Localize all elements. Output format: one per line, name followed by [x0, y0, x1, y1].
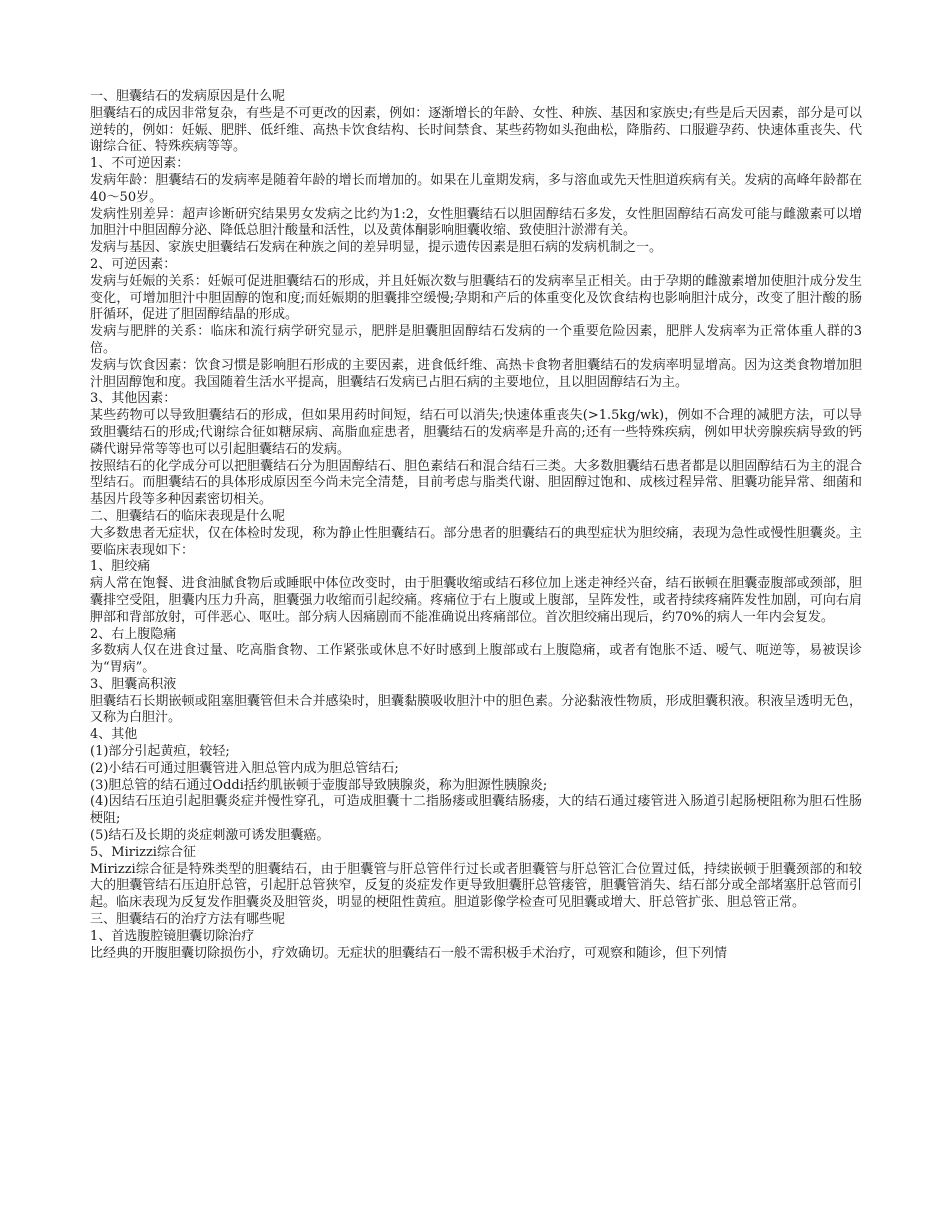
paragraph: 发病与肥胖的关系：临床和流行病学研究显示，肥胖是胆囊胆固醇结石发病的一个重要危险因素，肥胖人发病率为正常体重人群的3倍。 [90, 324, 862, 356]
paragraph: 大多数患者无症状，仅在体检时发现，称为静止性胆囊结石。部分患者的胆囊结石的典型症状为胆绞痛，表现为急性或慢性胆囊炎。主要临床表现如下： [90, 525, 862, 558]
section-heading-treatment: 三、胆囊结石的治疗方法有哪些呢 [90, 912, 286, 928]
subheading: 1、不可逆因素： [90, 156, 190, 172]
list-item: (3)胆总管的结石通过Oddi括约肌嵌顿于壶腹部导致胰腺炎，称为胆源性胰腺炎; [90, 777, 548, 793]
paragraph: 发病与妊娠的关系：妊娠可促进胆囊结石的形成，并且妊娠次数与胆囊结石的发病率呈正相关。由于孕期的雌激素增加使胆汁成分发生变化，可增加胆汁中胆固醇的饱和度;而妊娠期的胆囊排空缓慢;孕期和产后的体重变化及饮食结构也影响胆汁成分，改变了胆汁酸的肠肝循环，促进了胆固醇结晶的形成。 [90, 273, 862, 323]
document-body [90, 89, 862, 962]
paragraph: 发病与基因、家族史胆囊结石发病在种族之间的差异明显，提示遗传因素是胆石病的发病机制之一。 [90, 240, 663, 256]
list-item: (4)因结石压迫引起胆囊炎症并慢性穿孔，可造成胆囊十二指肠瘘或胆囊结肠瘘，大的结石通过瘘管进入肠道引起肠梗阻称为胆石性肠梗阻; [90, 794, 862, 827]
paragraph: 比经典的开腹胆囊切除损伤小，疗效确切。无症状的胆囊结石一般不需积极手术治疗，可观察和随诊，但下列情 [90, 945, 728, 961]
paragraph: 病人常在饱餐、进食油腻食物后或睡眠中体位改变时，由于胆囊收缩或结石移位加上迷走神经兴奋，结石嵌顿在胆囊壶腹部或颈部，胆囊排空受阻，胆囊内压力升高，胆囊强力收缩而引起绞痛。疼痛位于右上腹或上腹部，呈阵发性，或者持续疼痛阵发性加剧，可向右肩胛部和背部放射，可伴恶心、呕吐。部分病人因痛剧而不能准确说出疼痛部位。首次胆绞痛出现后，约70%的病人一年内会复发。 [90, 576, 862, 625]
paragraph: 发病性别差异：超声诊断研究结果男女发病之比约为1:2，女性胆囊结石以胆固醇结石多发，女性胆固醇结石高发可能与雌激素可以增加胆汁中胆固醇分泌、降低总胆汁酸量和活性，以及黄体酮影响胆囊收缩、致使胆汁淤滞有关。 [90, 206, 862, 239]
subheading: 2、右上腹隐痛 [90, 626, 177, 642]
subheading: 5、Mirizzi综合征 [90, 844, 196, 860]
list-item: (1)部分引起黄疸，较轻; [90, 744, 230, 760]
subheading: 3、胆囊高积液 [90, 676, 177, 692]
paragraph: 胆囊结石长期嵌顿或阻塞胆囊管但未合并感染时，胆囊黏膜吸收胆汁中的胆色素。分泌黏液性物质，形成胆囊积液。积液呈透明无色，又称为白胆汁。 [90, 693, 862, 726]
paragraph: 发病与饮食因素：饮食习惯是影响胆石形成的主要因素，进食低纤维、高热卡食物者胆囊结石的发病率明显增高。因为这类食物增加胆汁胆固醇饱和度。我国随着生活水平提高，胆囊结石发病已占胆石病的主要地位，且以胆固醇结石为主。 [90, 357, 862, 390]
subheading: 1、胆绞痛 [90, 559, 151, 575]
paragraph: 发病年龄：胆囊结石的发病率是随着年龄的增长而增加的。如果在儿童期发病，多与溶血或先天性胆道疾病有关。发病的高峰年龄都在40～50岁。 [90, 172, 862, 205]
list-item: (5)结石及长期的炎症刺激可诱发胆囊癌。 [90, 828, 330, 844]
list-item: (2)小结石可通过胆囊管进入胆总管内成为胆总管结石; [90, 760, 399, 776]
subheading: 2、可逆因素： [90, 256, 177, 272]
paragraph: 某些药物可以导致胆囊结石的形成，但如果用药时间短，结石可以消失;快速体重丧失(>1.5kg/wk)，例如不合理的减肥方法，可以导致胆囊结石的形成;代谢综合征如糖尿病、高脂血症患者，胆囊结石的发病率是升高的;还有一些特殊疾病，例如甲状旁腺疾病导致的钙磷代谢异常等等也可以引起胆囊结石的发病。 [90, 408, 862, 457]
paragraph: 多数病人仅在进食过量、吃高脂食物、工作紧张或休息不好时感到上腹部或右上腹隐痛，或者有饱胀不适、嗳气、呃逆等，易被误诊为“胃病”。 [90, 643, 862, 676]
subheading: 3、其他因素： [90, 391, 177, 407]
paragraph: 胆囊结石的成因非常复杂，有些是不可更改的因素，例如：逐渐增长的年龄、女性、种族、基因和家族史;有些是后天因素，部分是可以逆转的，例如：妊娠、肥胖、低纤维、高热卡饮食结构、长时间禁食、某些药物如头孢曲松，降脂药、口服避孕药、快速体重丧失、代谢综合征、特殊疾病等等。 [90, 105, 862, 155]
section-heading-symptoms: 二、胆囊结石的临床表现是什么呢 [90, 508, 286, 524]
section-heading-causes: 一、胆囊结石的发病原因是什么呢 [90, 89, 286, 104]
subheading: 4、其他 [90, 727, 138, 743]
paragraph: 按照结石的化学成分可以把胆囊结石分为胆固醇结石、胆色素结石和混合结石三类。大多数胆囊结石患者都是以胆固醇结石为主的混合型结石。而胆囊结石的具体形成原因至今尚未完全清楚，目前考虑与脂类代谢、胆固醇过饱和、成核过程异常、胆囊功能异常、细菌和基因片段等多种因素密切相关。 [90, 458, 862, 508]
subheading: 1、首选腹腔镜胆囊切除治疗 [90, 928, 255, 944]
paragraph: Mirizzi综合征是特殊类型的胆囊结石，由于胆囊管与肝总管伴行过长或者胆囊管与肝总管汇合位置过低，持续嵌顿于胆囊颈部的和较大的胆囊管结石压迫肝总管，引起肝总管狭窄，反复的炎症发作更导致胆囊肝总管瘘管，胆囊管消失、结石部分或全部堵塞肝总管而引起。临床表现为反复发作胆囊炎及胆管炎，明显的梗阻性黄疸。胆道影像学检查可见胆囊或增大、肝总管扩张、胆总管正常。 [90, 861, 862, 911]
